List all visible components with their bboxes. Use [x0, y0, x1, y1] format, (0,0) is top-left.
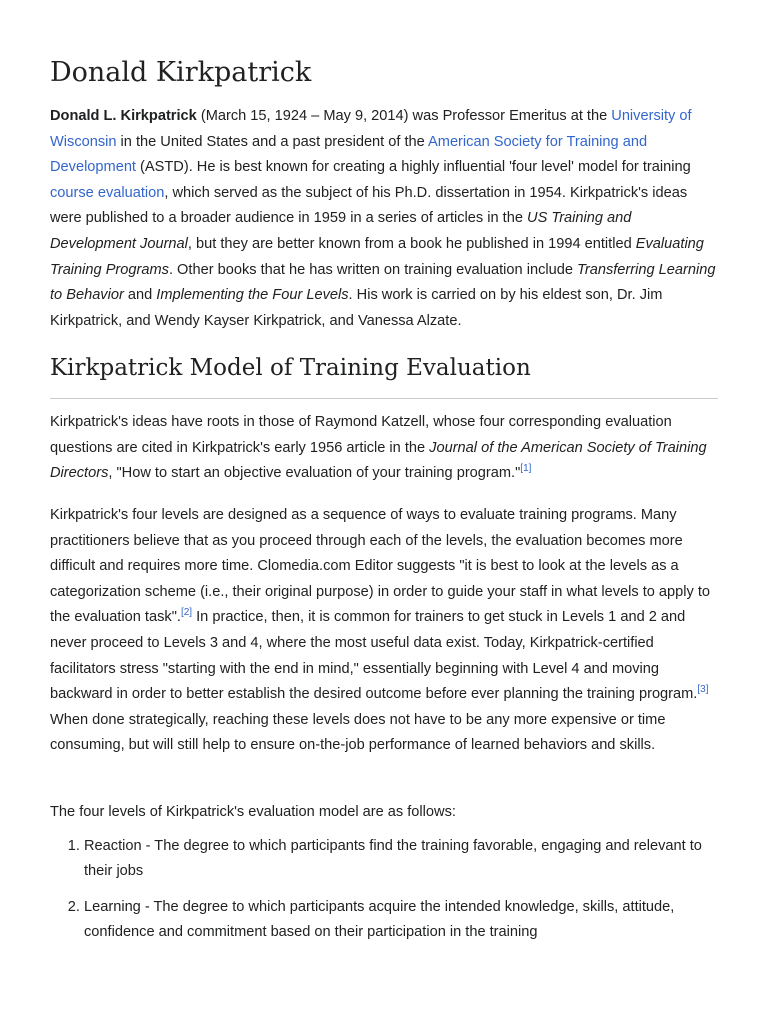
- citation-2[interactable]: [181, 608, 192, 619]
- intro-paragraph: [50, 104, 718, 334]
- intro-text-1: (March 15, 1924 – May 9, 2014) was Professor Emeritus at the: [196, 108, 612, 124]
- intro-text-5: , but they are better known from a book he published in 1994 entitled: [187, 235, 636, 252]
- citation-3[interactable]: [697, 684, 708, 695]
- intro-text-6: . Other books that he has written on training evaluation include: [168, 261, 578, 278]
- roots-text-2: , "How to start an objective evaluation of your training program.": [108, 465, 521, 482]
- roots-paragraph: [50, 410, 718, 487]
- intro-text-7: and: [123, 287, 157, 304]
- levels-text-1: Kirkpatrick's four levels are designed as a sequence of ways to evaluate training programs. Many practitioners believe that as you proceed through each of the levels, the evaluation becomes more difficult and requires more time. Clomedia.com Editor suggests "it is best to look at the levels as a categorization scheme (i.e., their original purpose) in order to guide your staff in what levels to apply to the evaluation task".: [50, 507, 711, 626]
- intro-text-4: , which served as the subject of his Ph.D. dissertation in 1954. Kirkpatrick's ideas were published to a broader audience in 1959 in a series of articles in the: [50, 184, 688, 227]
- book-title-implementing: Implementing the Four Levels: [156, 287, 349, 304]
- journal-title: US Training and Development Journal: [50, 210, 632, 252]
- levels-text-2: In practice, then, it is common for trainers to get stuck in Levels 1 and 2 and never proceed to Levels 3 and 4, where the most useful data exist. Today, Kirkpatrick-certified facilitators stress "starting with the end in mind," essentially beginning with Level 4 and moving backward in order to better establish the desired outcome before ever planning the training program.: [50, 609, 698, 703]
- book-title-transferring: Transferring Learning to Behavior: [50, 261, 716, 304]
- intro-text-2: in the United States and a past president of the: [116, 133, 429, 150]
- intro-text-8: . His work is carried on by his eldest son, Dr. Jim Kirkpatrick, and Wendy Kayser Kirkpatrick, and Vanessa Alzate.: [50, 287, 663, 329]
- link-course-evaluation[interactable]: course evaluation: [50, 184, 165, 201]
- link-astd[interactable]: American Society for Training and Development: [50, 133, 648, 176]
- levels-paragraph: [50, 503, 718, 759]
- levels-list: [50, 834, 718, 956]
- list-item: 2. Learning - The degree to which participants acquire the intended knowledge, skills, attitude, confidence and commitment based on their participation in the training: [84, 895, 718, 945]
- citation-2-link[interactable]: [2]: [180, 607, 193, 619]
- link-university-of-wisconsin[interactable]: University of Wisconsin: [50, 108, 692, 150]
- subject-name: Donald L. Kirkpatrick: [50, 108, 197, 124]
- citation-3-link[interactable]: [3]: [697, 684, 709, 696]
- section-heading: Kirkpatrick Model of Training Evaluation: [50, 355, 531, 381]
- citation-1[interactable]: [520, 463, 531, 474]
- roots-text-1: Kirkpatrick's ideas have roots in those of Raymond Katzell, whose four corresponding evaluation questions are cited in Kirkpatrick's early 1956 article in the: [50, 414, 672, 456]
- list-item: 1. Reaction - The degree to which participants find the training favorable, engaging and relevant to their jobs: [84, 834, 718, 884]
- book-title-evaluating: Evaluating Training Programs: [50, 235, 704, 278]
- levels-text-3: When done strategically, reaching these levels does not have to be any more expensive or time consuming, but will still help to ensure on-the-job performance of learned behaviors and skills.: [50, 711, 666, 754]
- heading-divider: [50, 398, 718, 399]
- page-title: Donald Kirkpatrick: [50, 57, 312, 88]
- intro-text-3: (ASTD). He is best known for creating a highly influential 'four level' model for training: [136, 159, 691, 176]
- levels-intro: The four levels of Kirkpatrick's evaluation model are as follows:: [50, 804, 456, 820]
- journal-name: Journal of the American Society of Training Directors: [50, 439, 707, 482]
- citation-1-link[interactable]: [1]: [520, 463, 532, 475]
